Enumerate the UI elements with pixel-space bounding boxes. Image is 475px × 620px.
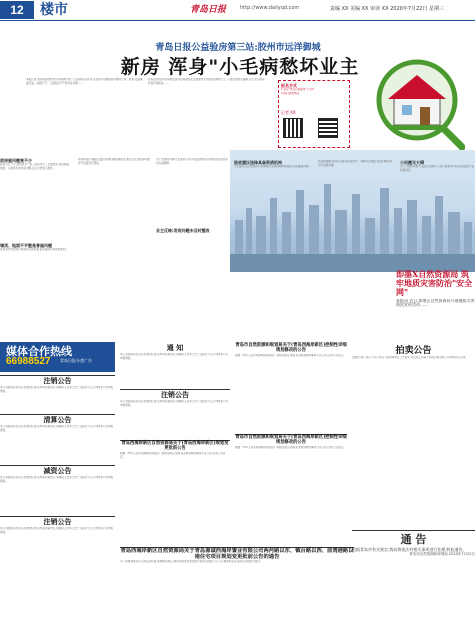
page-number: 12 [0, 1, 34, 19]
column-4-text: 专家建议,业主收房时可以聘请专业验房师协助检查,以免遗漏问题。 [234, 165, 311, 168]
header-divider [0, 20, 475, 21]
notice-body: 本公司经股东会决议,拟向登记机关申请注销登记,请债权人自本公告之日起四十五日内向本公司申报债权。 [0, 386, 114, 394]
lead-left-text: 本报记者 验房师到胶州市远洋御城开展了公益验房活动,对业主收房中遇到的问题进行逐一检查,发现墙面空鼓、地面不平、门窗密封不严等多处问题…… [26, 78, 143, 86]
column-6-subhead: 小问题无大碍 [400, 160, 424, 165]
ad-phone-number: 66988527 [6, 356, 51, 367]
qr-code-icon[interactable] [283, 118, 303, 138]
column-1-subhead: 原房屋问题亮不少 [0, 158, 32, 163]
column-4-subhead: 验收建议选择具备资质机构 [234, 160, 282, 165]
reporter-credit: 记者 XX [281, 110, 296, 115]
notice-body: 本公司经股东会决议,拟向登记机关申请注销登记,请债权人自本公告之日起四十五日内向本公司申报债权。 [120, 400, 228, 408]
info-item-1: 1.关注"青岛日报楼市"公众号 [281, 88, 315, 91]
bottom-planning-notice [120, 547, 354, 615]
lead-right-text: 在验房过程中,验房师发现多处墙面存在空鼓现象,阳台地面找坡不当、门窗安装存在缝隙,业主表示收房时需仔细检查…… [148, 78, 265, 86]
announcement-stamp: 青岛市自然资源和规划局 2020年7月22日 [409, 552, 475, 557]
bottom-notice-body: 为了保障利害关系人的合法权益,依据相关规定,现将该项目规划变更方案进行批前公示,公示期间如有意见请以书面形式提出。 [120, 560, 263, 563]
article-column-1 [0, 158, 72, 358]
notice-block [0, 516, 115, 567]
article-column-4 [234, 160, 312, 250]
info-title: 报名方式 [281, 83, 297, 88]
auction-body: 受委托,我公司定于近日对以下标的物进行公开拍卖,有意竞买者请于拍卖会前到我公司办理竞买手续。 [352, 356, 468, 359]
planning-notice-title: 青岛市自然资源和规划局关于(青岛西海岸新区)控制性详细规划修改的公告 [235, 343, 347, 354]
right-news-story [396, 270, 475, 349]
page-header [0, 0, 475, 20]
newspaper-logo: 青岛日报 [190, 5, 227, 15]
page-meta: 责编 XX 美编 XX 审读 XX 2020年7月22日 星期三 [330, 6, 444, 12]
notice-body: 本公司经股东会决议,拟向登记机关申请注销登记,请债权人自本公告之日起四十五日内向本公司申报债权。 [120, 353, 228, 361]
middle-notices [120, 343, 230, 522]
auction-notice [352, 343, 475, 466]
info-item-2: 2.拨打新闻热线 [281, 92, 300, 96]
notice-title: 注销公告 [43, 376, 72, 385]
column-3-text: 对于发现的问题,开发商表示将尽快安排整改,并承诺在规定时间内完成维修。 [156, 158, 228, 166]
site-url[interactable]: http://www.dailyqd.com [240, 5, 300, 11]
column-1-subhead-2: 墙顶、地面不平整是普遍问题 [0, 243, 52, 248]
left-notices [0, 375, 115, 567]
right-story-title: 即墨X自然资源局 筑牢地质灾害防治"安全网" [396, 269, 473, 297]
notice-body: 本公司经股东会决议,拟向登记机关申请注销登记,请债权人自本公告之日起四十五日内向本公司申报债权。 [0, 425, 114, 433]
story-headline: 新房 浑身"小毛病愁坏业主 [120, 56, 360, 78]
story-lead [26, 78, 266, 156]
announcement-title: 通 告 [400, 533, 427, 546]
planning-notice-title: 青岛西海岸新区自然资源局关于(青岛西海岸新区)规划变更批前公告 [121, 441, 229, 452]
announcement-body: 根据青岛市有关规定,我局将依法对相关事项进行处理,特此通告。 [352, 547, 467, 552]
notice-body: 根据《中华人民共和国城乡规划法》等相关规定,现将有关规划修改事项予以公告,征求公众意见。 [235, 353, 346, 357]
planning-notices [235, 343, 347, 526]
notice-block [0, 465, 115, 516]
notice-title: 减资公告 [43, 466, 72, 475]
column-6-text: 对于出现的问题,开发商已安排专人进行处理,并对业主的反馈予以积极回应。 [400, 165, 475, 173]
notice-body: 本公司经股东会决议,拟向登记机关申请注销登记,请债权人自本公告之日起四十五日内向本公司申报债权。 [0, 527, 114, 535]
auction-title: 拍卖公告 [395, 346, 432, 356]
story-kicker: 青岛日报公益验房第三站:胶州市远洋御城 [155, 43, 321, 53]
column-1-text-2: 在检查中发现客厅地面存在高低差,卧室墙面有明显的裂纹。 [0, 248, 69, 251]
notice-title: 清算公告 [43, 415, 72, 424]
ad-title: 媒体合作热线 [6, 345, 72, 358]
article-column-6 [400, 160, 475, 250]
notice-title: 注销公告 [43, 517, 72, 526]
bottom-notice-title: 青岛西海岸新区自然资源局关于青岛源诚西海岸置业有限公司两河路以东、镇台路以西、前湾港路以南住宅项目规划变更批前公告的通告 [120, 548, 354, 560]
notice-body: 根据《中华人民共和国城乡规划法》等相关规定,现将有关规划修改事项予以公告,征求公众意见。 [235, 445, 346, 449]
column-3-subhead: 业主反映:发现问题未及时整改 [156, 228, 210, 233]
notice-block [0, 414, 115, 465]
notice-block [0, 375, 115, 414]
notice-title: 注销公告 [161, 390, 189, 399]
qr-code-icon-2[interactable] [318, 118, 338, 138]
planning-notice-title-2: 青岛市自然资源和规划局关于(青岛西海岸新区)控制性详细规划修改的公告 [235, 434, 347, 446]
article-column-3 [156, 158, 228, 358]
article-column-2: 验房师指出,墙面空鼓会影响后期装修质量,建议业主在收房时要求开发商进行整改。 [78, 158, 150, 166]
right-story-text: 本报讯 近日,即墨区自然资源局开展地质灾害防治宣传活动…… [396, 299, 475, 308]
notice-title: 通 知 [166, 343, 184, 352]
announcement [352, 530, 475, 557]
column-1-text: 验房当日下午,验房师对一套三居室进行了全面检查,发现墙面、地面、门窗等多处存在问题,业主对此表示担忧。 [0, 163, 72, 171]
article-column-5: 验房师提醒,收房时应重点检查防水、管道以及电路,发现问题及时与开发商沟通。 [318, 160, 393, 168]
ad-subtitle: 青岛日报分类广告 [60, 358, 92, 363]
section-title: 楼市 [40, 2, 68, 18]
notice-body: 根据《中华人民共和国城乡规划法》等相关规定,现将有关规划修改事项予以公告,征求公众意见。 [120, 451, 226, 460]
house-magnifier-illustration [370, 55, 465, 150]
notice-body: 本公司经股东会决议,拟向登记机关申请注销登记,请债权人自本公告之日起四十五日内向本公司申报债权。 [0, 476, 114, 484]
